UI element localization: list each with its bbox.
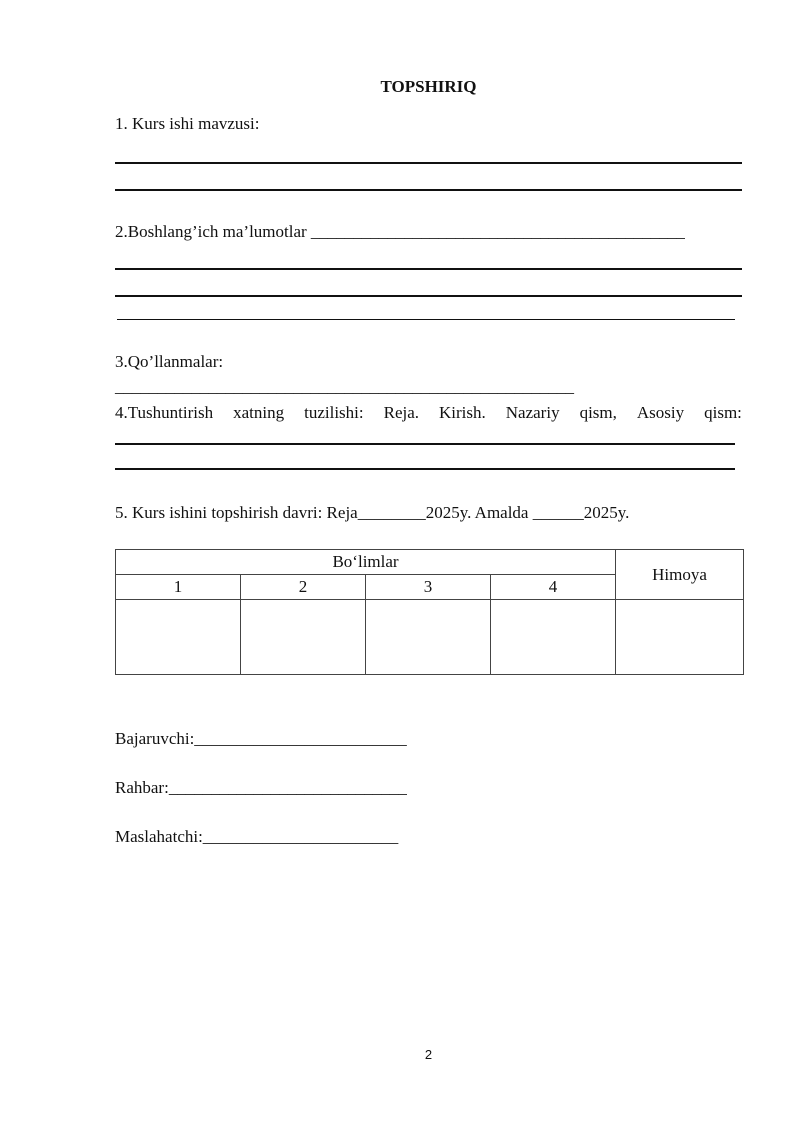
initial-data-line-3 xyxy=(117,319,735,320)
structure-word: Asosiy xyxy=(636,403,685,422)
initial-data-line-2 xyxy=(115,295,742,297)
sections-header: Bo‘limlar xyxy=(116,550,616,575)
section-number: 4 xyxy=(491,575,616,600)
page-number: 2 xyxy=(424,1047,433,1062)
defense-header: Himoya xyxy=(616,550,744,600)
section-cell xyxy=(241,600,366,675)
structure-word: 4.Tushuntirish xyxy=(115,403,214,422)
structure-word: Reja. xyxy=(383,403,420,422)
structure-word: qism: xyxy=(704,403,742,422)
document-title: TOPSHIRIQ xyxy=(380,77,477,96)
structure-line-1 xyxy=(115,443,735,445)
topic-label: 1. Kurs ishi mavzusi: xyxy=(115,114,260,133)
structure-word: qism, xyxy=(579,403,617,422)
section-number: 2 xyxy=(241,575,366,600)
topic-line-2 xyxy=(115,189,742,191)
initial-data-line-1 xyxy=(115,268,742,270)
structure-word: Kirish. xyxy=(439,403,486,422)
executor-signature: Bajaruvchi:_________________________ xyxy=(115,729,407,748)
structure-word: tuzilishi: xyxy=(304,403,364,422)
section-number: 1 xyxy=(116,575,241,600)
deadline-label: 5. Kurs ishini topshirish davri: Reja________2025y. Amalda ______2025y. xyxy=(115,503,630,522)
consultant-signature: Maslahatchi:_______________________ xyxy=(115,827,399,846)
supervisor-signature: Rahbar:____________________________ xyxy=(115,778,407,797)
initial-data-label: 2.Boshlang’ich ma’lumotlar ____________________________________________ xyxy=(115,222,685,241)
structure-word: xatning xyxy=(233,403,285,422)
structure-label xyxy=(115,403,742,423)
manuals-label: 3.Qo’llanmalar: xyxy=(115,352,224,371)
structure-word: Nazariy xyxy=(505,403,560,422)
structure-line-2 xyxy=(115,468,735,470)
section-cell xyxy=(491,600,616,675)
sections-table xyxy=(115,549,744,675)
section-number: 3 xyxy=(366,575,491,600)
topic-line-1 xyxy=(115,162,742,164)
manuals-blank: ______________________________________________________ xyxy=(115,377,574,396)
section-cell xyxy=(116,600,241,675)
defense-cell xyxy=(616,600,744,675)
section-cell xyxy=(366,600,491,675)
